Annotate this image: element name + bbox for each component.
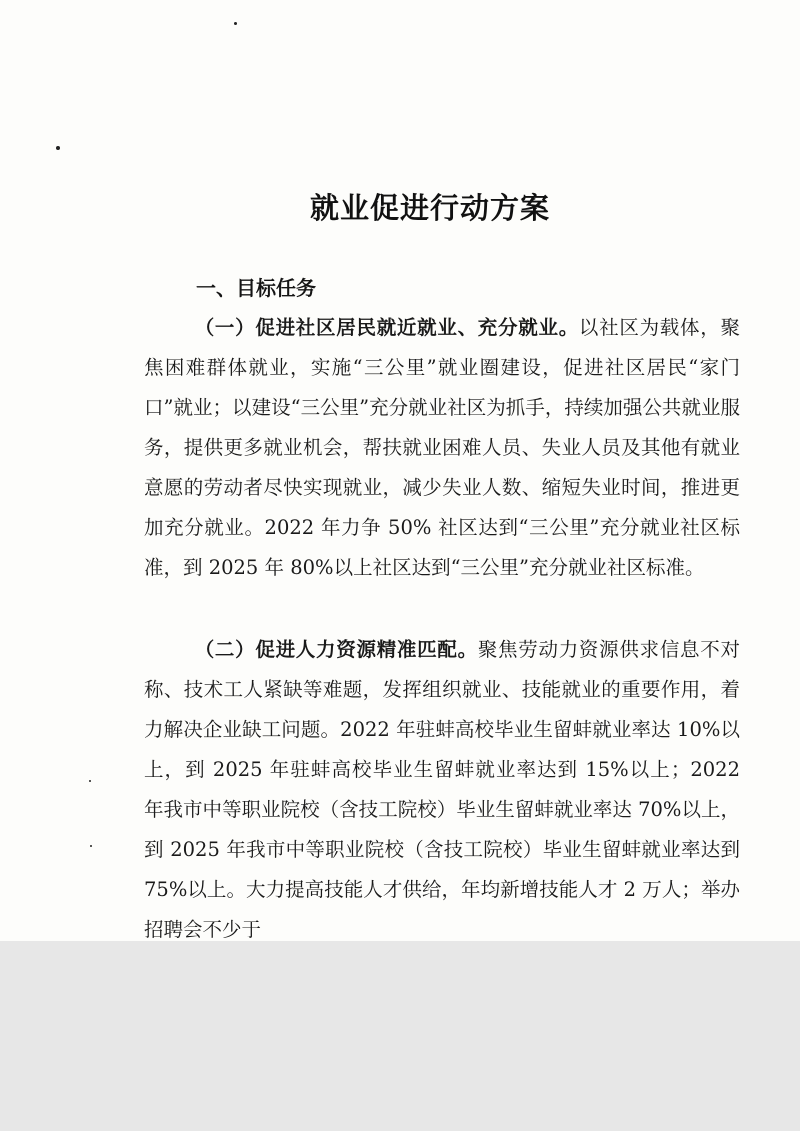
scan-speck <box>56 146 60 150</box>
scan-speck <box>90 845 92 847</box>
paragraph-hr-matching <box>144 630 740 941</box>
section-heading: 一、目标任务 <box>196 276 316 300</box>
scan-speck <box>234 22 237 25</box>
paragraph-body: 聚焦劳动力资源供求信息不对称、技术工人紧缺等难题，发挥组织就业、技能就业的重要作用，着力解决企业缺工问题。2022 年驻蚌高校毕业生留蚌就业率达 10%以上，到 2025 年驻蚌高校毕业生留蚌就业率达到 15%以上；2022 年我市中等职业院校（含技工院校）毕业生留蚌就业率达 70%以上，到 2025 年我市中等职业院校（含技工院校）毕业生留蚌就业率达到 75%以上。大力提高技能人才供给，年均新增技能人才 2 万人；举办招聘会不少于 <box>144 638 740 941</box>
paragraph-community-employment <box>144 308 740 588</box>
paragraph-lead: （一）促进社区居民就近就业、充分就业。 <box>194 316 579 339</box>
scan-speck <box>89 780 91 782</box>
document-title: 就业促进行动方案 <box>309 191 550 225</box>
paragraph-lead: （二）促进人力资源精准匹配。 <box>194 638 478 661</box>
scan-bottom-margin <box>0 941 800 1131</box>
paragraph-body: 以社区为载体，聚焦困难群体就业，实施“三公里”就业圈建设，促进社区居民“家门口”就业；以建设“三公里”充分就业社区为抓手，持续加强公共就业服务，提供更多就业机会，帮扶就业困难人员、失业人员及其他有就业意愿的劳动者尽快实现就业，减少失业人数、缩短失业时间，推进更加充分就业。2022 年力争 50% 社区达到“三公里”充分就业社区标准，到 2025 年 80%以上社区达到“三公里”充分就业社区标准。 <box>144 316 740 579</box>
